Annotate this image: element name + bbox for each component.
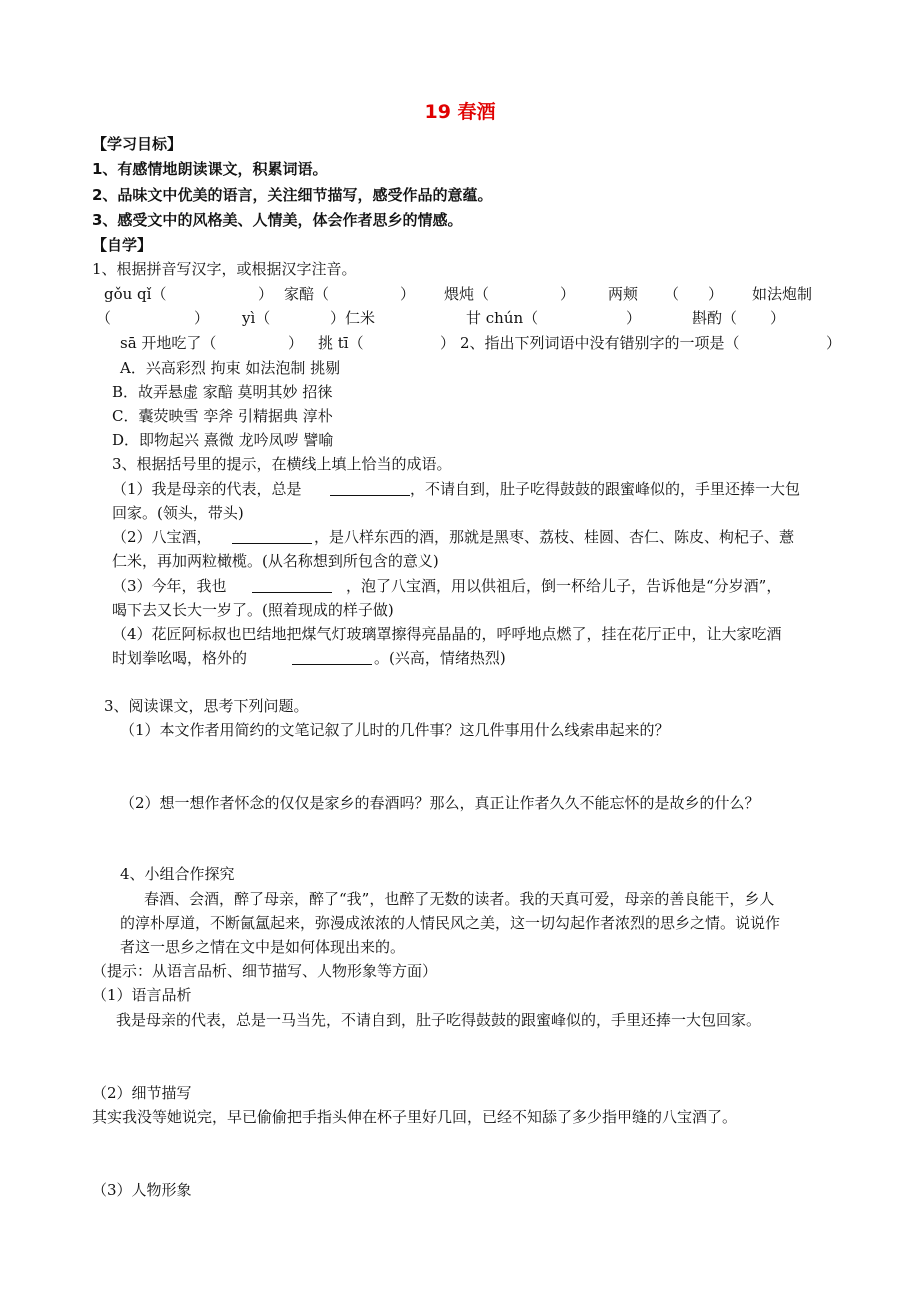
page-title: 19 春酒 [424, 101, 496, 123]
paren-close: ） [194, 309, 210, 327]
paren-close: ） [626, 309, 642, 327]
subheading-detail: （2）细节描写 [92, 1084, 192, 1102]
answer-blank-2[interactable] [232, 529, 312, 544]
word-liangjia: 两颊 [608, 285, 639, 303]
word-jiapei: 家醅（ [284, 285, 330, 303]
paren-close: ） [288, 334, 304, 352]
paren-close: ） [258, 285, 274, 303]
subheading-language: （1）语言品析 [92, 986, 192, 1004]
answer-blank-4[interactable] [292, 650, 372, 665]
paren-close: ） [560, 285, 576, 303]
fill-4-end: 。(兴高，情绪热烈) [374, 649, 506, 667]
paren-close: ） [770, 309, 786, 327]
objective-item: 1、有感情地朗读课文，积累词语。 [92, 160, 328, 178]
reading-question-1: （1）本文作者用简约的文笔记叙了儿时的几件事？这几件事用什么线索串起来的？ [120, 721, 670, 739]
self-study-heading: 【自学】 [92, 236, 153, 254]
group-paragraph-line: 者这一思乡之情在文中是如何体现出来的。 [120, 938, 406, 956]
fill-1-end: ，不请自到，肚子吃得鼓鼓的跟蜜峰似的，手里还捧一大包 [410, 480, 801, 498]
language-quote: 我是母亲的代表，总是一马当先，不请自到，肚子吃得鼓鼓的跟蜜峰似的，手里还捧一大包回家。 [116, 1011, 762, 1029]
option-a: A．兴高彩烈 拘束 如法泡制 挑剔 [120, 359, 341, 377]
paren-close: ） [708, 285, 724, 303]
reading-question-2: （2）想一想作者怀念的仅仅是家乡的春酒吗？那么，真正让作者久久不能忘怀的是故乡的什么？ [120, 794, 760, 812]
fill-3-start: （3）今年，我也 [112, 577, 227, 595]
pinyin-sa: sā 开地吃了（ [120, 334, 217, 352]
reading-heading: 3、阅读课文，思考下列问题。 [104, 697, 309, 715]
word-zhenzhuo: 斟酌（ [692, 309, 738, 327]
group-heading: 4、小组合作探究 [120, 865, 235, 883]
option-d: D．即物起兴 熹微 龙吟凤哕 譬喻 [112, 431, 334, 449]
word-weidun: 煨炖（ [444, 285, 490, 303]
option-c: C．囊荧映雪 孪斧 引精据典 淳朴 [112, 407, 333, 425]
pinyin-gouqi: gǒu qǐ（ [104, 285, 167, 303]
question-3: 3、根据括号里的提示，在横线上填上恰当的成语。 [112, 455, 452, 473]
fill-4-start: （4）花匠阿标叔也巴结地把煤气灯玻璃罩擦得亮晶晶的，呼呼地点燃了，挂在花厅正中，让大家吃酒 [112, 625, 782, 643]
objective-item: 2、品味文中优美的语言，关注细节描写，感受作品的意蕴。 [92, 186, 493, 204]
group-paragraph-line: 的淳朴厚道，不断氤氲起来，弥漫成浓浓的人情民风之美，这一切勾起作者浓烈的思乡之情。说说作 [120, 914, 781, 932]
fill-3-hint: 喝下去又长大一岁了。(照着现成的样子做) [112, 601, 394, 619]
fill-2-hint: 仁米，再加两粒橄榄。(从名称想到所包含的意义) [112, 552, 439, 570]
option-b: B．故弄悬虚 家醅 莫明其妙 招徕 [112, 383, 333, 401]
question-1: 1、根据拼音写汉字，或根据汉字注音。 [92, 260, 357, 278]
paren-close: ） [400, 285, 416, 303]
fill-2-end: ，是八样东西的酒，那就是黑枣、荔枝、桂圆、杏仁、陈皮、枸杞子、薏 [314, 528, 795, 546]
detail-quote: 其实我没等她说完，早已偷偷把手指头伸在杯子里好几回，已经不知舔了多少指甲缝的八宝酒了。 [92, 1108, 738, 1126]
paren-close: ） [440, 334, 456, 352]
fill-4-mid: 时划拳吆喝，格外的 [112, 649, 248, 667]
hint: （提示：从语言品析、细节描写、人物形象等方面） [92, 962, 438, 980]
fill-1-start: （1）我是母亲的代表，总是 [112, 480, 302, 498]
pinyin-ganchun: 甘 chún（ [466, 309, 539, 327]
group-paragraph-line: 春酒、会酒，醉了母亲，醉了“我”，也醉了无数的读者。我的天真可爱，母亲的善良能干，乡人 [144, 890, 775, 908]
pinyin-yi: yì（ [242, 309, 271, 327]
question-2: 2、指出下列词语中没有错别字的一项是（ [460, 334, 740, 352]
fill-1-hint: 回家。(领头，带头) [112, 504, 244, 522]
answer-blank-3[interactable] [252, 578, 332, 593]
subheading-character: （3）人物形象 [92, 1181, 192, 1199]
pinyin-ti: 挑 tī（ [318, 334, 364, 352]
paren-close: ） [826, 334, 842, 352]
answer-blank-1[interactable] [330, 481, 410, 496]
fill-3-end: ，泡了八宝酒，用以供祖后，倒一杯给儿子，告诉他是“分岁酒”， [346, 577, 782, 595]
fill-2-start: （2）八宝酒， [112, 528, 212, 546]
paren-open: （ [664, 285, 680, 303]
objective-item: 3、感受文中的风格美、人情美，体会作者思乡的情感。 [92, 211, 463, 229]
paren-open: （ [96, 309, 112, 327]
word-yirenmi: ）仁米 [330, 309, 376, 327]
word-rufapaozhi: 如法炮制 [752, 285, 813, 303]
objectives-heading: 【学习目标】 [92, 135, 183, 153]
